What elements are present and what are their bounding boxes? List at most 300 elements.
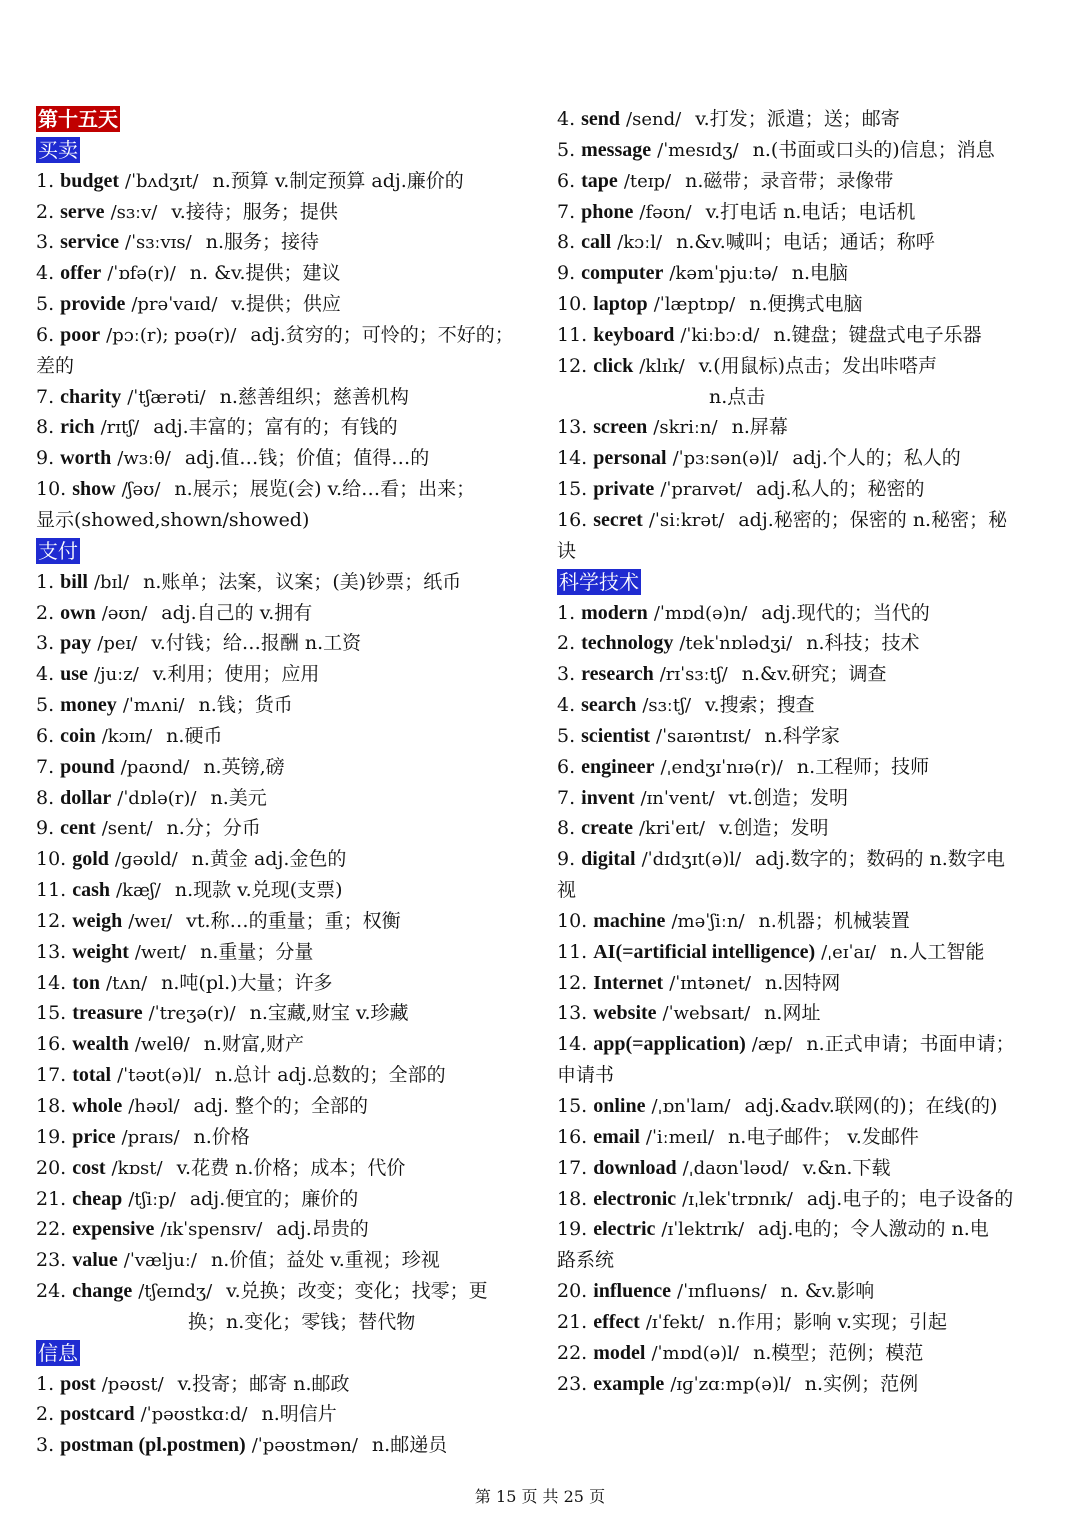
entry-word: model	[593, 1341, 646, 1364]
entry-phonetic: /ɪˈlektrɪk/	[661, 1219, 745, 1241]
entry-meaning: n.价格	[193, 1125, 250, 1148]
entry-phonetic: /sɜːtʃ/	[642, 695, 692, 717]
entry-phonetic: /fəʊn/	[639, 201, 692, 223]
section-heading-row	[36, 135, 536, 166]
entry-number: 3.	[36, 1434, 55, 1457]
vocab-entry	[36, 628, 536, 659]
entry-number: 13.	[557, 1002, 588, 1025]
vocab-entry	[36, 227, 536, 258]
entry-number: 1.	[36, 169, 55, 192]
entry-phonetic: /ˌendʒɪˈnɪə(r)/	[660, 756, 783, 778]
entry-number: 7.	[36, 755, 55, 778]
entry-number: 9.	[557, 262, 576, 285]
entry-meaning: n.机器；机械装置	[758, 909, 910, 932]
continuation-text: 路系统	[557, 1249, 615, 1272]
entry-number: 12.	[557, 354, 588, 377]
entry-meaning: n.美元	[210, 786, 267, 809]
vocab-entry	[557, 659, 1057, 690]
entry-continuation	[557, 1060, 1057, 1091]
entry-phonetic: /ɪkˈspensɪv/	[160, 1219, 263, 1241]
entry-number: 21.	[36, 1187, 67, 1210]
entry-meaning: n.网址	[764, 1002, 821, 1025]
vocab-entry	[36, 659, 536, 690]
vocab-entry	[557, 443, 1057, 474]
entry-word: post	[60, 1372, 96, 1395]
entry-meaning: adj.数字的；数码的 n.数字电	[755, 848, 1005, 871]
entry-meaning: adj.&adv.联网(的)；在线(的)	[744, 1095, 998, 1117]
entry-phonetic: /æp/	[751, 1034, 793, 1056]
entry-number: 7.	[557, 786, 576, 809]
vocab-entry	[557, 628, 1057, 659]
entry-number: 6.	[557, 755, 576, 778]
entry-meaning: v.打发；派遣；送；邮寄	[695, 108, 900, 130]
entry-phonetic: /ˈmesɪdʒ/	[657, 139, 739, 161]
vocab-entry	[36, 1245, 536, 1276]
entry-number: 14.	[36, 971, 67, 994]
entry-meaning: adj.便宜的；廉价的	[189, 1187, 359, 1210]
entry-meaning: n.模型；范例；模范	[753, 1341, 924, 1364]
entry-word: wealth	[72, 1033, 129, 1056]
entry-meaning: n.&v.喊叫；电话；通话；称呼	[676, 231, 935, 254]
entry-number: 11.	[557, 323, 588, 346]
entry-phonetic: /ˌeɪˈaɪ/	[821, 941, 877, 963]
entry-phonetic: /prəˈvaɪd/	[131, 294, 218, 316]
entry-word: message	[581, 138, 652, 161]
entry-phonetic: /ˈpəʊstkɑːd/	[140, 1404, 248, 1426]
vocab-entry	[36, 258, 536, 289]
entry-meaning: n.财富,财产	[203, 1033, 305, 1056]
vocab-entry	[36, 382, 536, 413]
entry-phonetic: /teɪp/	[623, 170, 672, 192]
vocab-entry	[557, 598, 1057, 629]
entry-meaning: n.邮递员	[371, 1434, 448, 1457]
entry-phonetic: /kɒst/	[111, 1157, 163, 1179]
entry-phonetic: /tʌn/	[106, 972, 148, 994]
entry-meaning: n.英镑,磅	[203, 755, 285, 778]
entry-number: 10.	[36, 478, 67, 501]
entry-phonetic: /weɪt/	[134, 941, 187, 963]
entry-word: secret	[593, 508, 643, 531]
vocab-entry	[557, 1029, 1057, 1060]
entry-phonetic: /klɪk/	[639, 355, 685, 377]
entry-phonetic: /ɪˌlekˈtrɒnɪk/	[682, 1188, 793, 1210]
entry-phonetic: /ˈɪntənet/	[669, 972, 751, 994]
entry-phonetic: /ˈpəʊstmən/	[251, 1435, 358, 1457]
day-title-row	[36, 104, 536, 135]
vocab-entry	[36, 598, 536, 629]
entry-phonetic: /peɪ/	[97, 633, 138, 655]
entry-phonetic: /ˈsɜːvɪs/	[125, 232, 192, 254]
entry-phonetic: /ˈmɒd(ə)n/	[653, 602, 748, 624]
vocab-entry	[36, 721, 536, 752]
entry-phonetic: /skriːn/	[653, 417, 718, 439]
entry-word: phone	[581, 200, 634, 223]
entry-phonetic: /paʊnd/	[120, 756, 190, 778]
entry-meaning: n.实例；范例	[804, 1372, 919, 1395]
entry-phonetic: /ˈmɒd(ə)l/	[651, 1342, 740, 1364]
continuation-text: 显示(showed,shown/showed)	[36, 508, 310, 531]
entry-meaning: v.创造；发明	[718, 817, 829, 840]
entry-phonetic: /kɔɪn/	[101, 725, 153, 747]
entry-number: 9.	[557, 848, 576, 871]
vocab-entry	[36, 412, 536, 443]
entry-phonetic: /ˈpraɪvət/	[660, 479, 743, 501]
entry-word: search	[581, 694, 637, 717]
entry-phonetic: /ˈiːmeɪl/	[645, 1126, 715, 1148]
vocab-entry	[36, 937, 536, 968]
entry-word: online	[593, 1095, 646, 1117]
vocab-entry	[557, 1122, 1057, 1153]
entry-number: 15.	[557, 478, 588, 501]
entry-word: computer	[581, 262, 664, 285]
entry-meaning: adj.现代的；当代的	[761, 601, 930, 624]
entry-phonetic: /kɔːl/	[617, 232, 663, 254]
entry-number: 14.	[557, 1033, 588, 1056]
vocab-entry	[557, 844, 1057, 875]
entry-phonetic: /welθ/	[134, 1034, 190, 1056]
entry-meaning: n.科学家	[764, 724, 840, 747]
vocab-entry	[557, 135, 1057, 166]
entry-phonetic: /ˈsiːkrət/	[648, 509, 725, 531]
entry-word: website	[593, 1002, 657, 1025]
entry-number: 16.	[557, 508, 588, 531]
vocab-entry	[36, 320, 536, 351]
entry-number: 5.	[557, 138, 576, 161]
entry-phonetic: /ˈkiːbɔːd/	[680, 324, 760, 346]
entry-phonetic: /sɜːv/	[110, 201, 158, 223]
entry-number: 13.	[36, 940, 67, 963]
entry-number: 22.	[557, 1341, 588, 1364]
entry-word: price	[72, 1125, 116, 1148]
entry-word: invent	[581, 786, 635, 809]
vocab-entry	[36, 1276, 536, 1307]
entry-meaning: n.服务；接待	[205, 231, 319, 254]
vocab-entry	[557, 1369, 1057, 1400]
entry-word: influence	[593, 1280, 671, 1303]
entry-phonetic: /kəmˈpjuːtə/	[669, 263, 778, 285]
entry-meaning: adj.私人的；秘密的	[756, 478, 925, 501]
entry-number: 16.	[36, 1033, 67, 1056]
left-column	[36, 104, 536, 1461]
entry-phonetic: /həʊl/	[128, 1096, 180, 1117]
entry-number: 17.	[36, 1064, 67, 1087]
entry-word: gold	[72, 848, 109, 871]
vocab-entry	[36, 783, 536, 814]
entry-phonetic: /ˈɒfə(r)/	[107, 263, 176, 285]
entry-number: 18.	[36, 1095, 67, 1117]
entry-meaning: n.便携式电脑	[749, 293, 863, 316]
entry-meaning: n.账单；法案，议案；(美)钞票；纸币	[143, 570, 462, 593]
entry-word: postman (pl.postmen)	[60, 1434, 246, 1457]
vocab-entry	[36, 1029, 536, 1060]
entry-phonetic: /ɪnˈvent/	[640, 787, 715, 809]
vocab-entry	[36, 906, 536, 937]
vocab-entry	[557, 258, 1057, 289]
vocab-entry	[36, 1091, 536, 1122]
vocab-entry	[557, 227, 1057, 258]
entry-word: charity	[60, 385, 122, 408]
entry-word: whole	[72, 1095, 123, 1117]
continuation-text: 诀	[557, 539, 577, 562]
entry-word: cost	[72, 1156, 106, 1179]
entry-meaning: v.投寄；邮寄 n.邮政	[177, 1372, 350, 1395]
entry-number: 8.	[36, 786, 55, 809]
entry-meaning: n.键盘；键盘式电子乐器	[773, 323, 982, 346]
entry-number: 10.	[557, 293, 588, 316]
entry-phonetic: /ˈlæptɒp/	[653, 294, 736, 316]
entry-number: 10.	[557, 909, 588, 932]
vocab-entry	[557, 289, 1057, 320]
entry-phonetic: /pəʊst/	[101, 1373, 164, 1395]
entry-word: coin	[60, 724, 96, 747]
entry-word: modern	[581, 601, 648, 624]
entry-word: send	[581, 108, 621, 130]
entry-number: 12.	[557, 971, 588, 994]
entry-meaning: vt.称…的重量；重；权衡	[186, 909, 401, 932]
vocab-entry	[557, 351, 1057, 382]
entry-word: digital	[581, 848, 636, 871]
entry-word: create	[581, 817, 633, 840]
entry-meaning: n.电子邮件； v.发邮件	[728, 1125, 919, 1148]
entry-word: technology	[581, 632, 674, 655]
entry-number: 19.	[36, 1125, 67, 1148]
entry-meaning: v.提供；供应	[231, 293, 341, 316]
entry-number: 23.	[557, 1372, 588, 1395]
entry-number: 9.	[36, 817, 55, 840]
entry-meaning: v.兑换；改变；变化；找零；更	[226, 1280, 488, 1303]
entry-phonetic: /praɪs/	[121, 1126, 180, 1148]
entry-word: keyboard	[593, 323, 675, 346]
entry-word: postcard	[60, 1403, 135, 1426]
entry-word: expensive	[72, 1218, 155, 1241]
entry-continuation	[557, 382, 1057, 413]
entry-word: treasure	[72, 1002, 143, 1025]
vocab-entry	[557, 783, 1057, 814]
entry-meaning: n.展示；展览(会) v.给…看；出来；	[174, 478, 476, 501]
entry-word: laptop	[593, 293, 648, 316]
entry-number: 6.	[36, 724, 55, 747]
section-heading: 支付	[38, 538, 78, 563]
entry-word: bill	[60, 570, 88, 593]
entry-number: 5.	[36, 293, 55, 316]
entry-number: 15.	[36, 1002, 67, 1025]
entry-phonetic: /tʃiːp/	[128, 1188, 176, 1210]
entry-phonetic: /ˈtəʊt(ə)l/	[117, 1065, 201, 1087]
entry-number: 12.	[36, 909, 67, 932]
vocab-entry	[557, 937, 1057, 968]
entry-word: email	[593, 1125, 640, 1148]
vocab-entry	[36, 443, 536, 474]
entry-meaning: vt.创造；发明	[728, 786, 848, 809]
vocab-entry	[557, 104, 1057, 135]
entry-word: change	[72, 1280, 133, 1303]
continuation-text: 视	[557, 879, 577, 902]
entry-word: screen	[593, 416, 648, 439]
entry-meaning: n.慈善组织；慈善机构	[219, 385, 409, 408]
entry-word: worth	[60, 447, 112, 470]
entry-number: 11.	[36, 879, 67, 902]
entry-number: 4.	[36, 262, 55, 285]
entry-word: call	[581, 231, 612, 254]
entry-word: effect	[593, 1310, 640, 1333]
vocab-entry	[36, 844, 536, 875]
entry-phonetic: /ɪˈfekt/	[645, 1311, 705, 1333]
vocab-entry	[557, 998, 1057, 1029]
entry-word: Internet	[593, 971, 664, 994]
entry-number: 19.	[557, 1218, 588, 1241]
entry-phonetic: /bɪl/	[93, 571, 130, 593]
entry-meaning: n.因特网	[765, 971, 841, 994]
entry-phonetic: /rɪˈsɜːtʃ/	[659, 664, 728, 686]
entry-meaning: v.接待；服务；提供	[171, 200, 338, 223]
vocab-entry	[36, 1122, 536, 1153]
entry-word: provide	[60, 293, 126, 316]
entry-number: 2.	[36, 200, 55, 223]
entry-meaning: n.科技；技术	[806, 632, 920, 655]
vocab-entry	[36, 1184, 536, 1215]
entry-meaning: v.花费 n.价格；成本；代价	[176, 1156, 406, 1179]
entry-continuation	[557, 875, 1057, 906]
vocab-entry	[36, 1430, 536, 1461]
entry-number: 4.	[557, 108, 576, 130]
entry-meaning: n.现款 v.兑现(支票)	[174, 879, 343, 902]
vocab-entry	[557, 412, 1057, 443]
vocab-entry	[557, 474, 1057, 505]
vocab-entry	[36, 813, 536, 844]
entry-word: machine	[593, 909, 666, 932]
entry-number: 15.	[557, 1095, 588, 1117]
entry-number: 6.	[36, 323, 55, 346]
entry-number: 23.	[36, 1249, 67, 1272]
section-heading: 信息	[38, 1340, 78, 1365]
entry-word: dollar	[60, 786, 112, 809]
vocab-entry	[36, 166, 536, 197]
entry-word: money	[60, 694, 117, 717]
vocab-entry	[557, 968, 1057, 999]
entry-phonetic: /wɜːθ/	[117, 448, 171, 470]
vocab-entry	[557, 1184, 1057, 1215]
vocab-entry	[557, 1276, 1057, 1307]
vocab-entry	[36, 1399, 536, 1430]
vocab-entry	[36, 197, 536, 228]
entry-word: ton	[72, 971, 101, 994]
entry-word: download	[593, 1156, 677, 1179]
entry-number: 24.	[36, 1280, 67, 1303]
entry-number: 21.	[557, 1310, 588, 1333]
entry-word: AI(=artificial intelligence)	[593, 940, 816, 963]
entry-phonetic: /tʃeɪndʒ/	[138, 1281, 213, 1303]
continuation-text: 差的	[36, 354, 75, 377]
entry-meaning: n.作用；影响 v.实现；引起	[718, 1310, 947, 1333]
vocab-entry	[36, 968, 536, 999]
right-column	[557, 104, 1057, 1399]
vocab-entry	[36, 1153, 536, 1184]
entry-number: 7.	[557, 200, 576, 223]
section-heading-row	[36, 1338, 536, 1369]
entry-word: electronic	[593, 1187, 677, 1210]
vocab-entry	[557, 1214, 1057, 1245]
entry-word: budget	[60, 169, 120, 192]
entry-meaning: n.人工智能	[890, 940, 985, 963]
entry-meaning: n. &v.提供；建议	[189, 262, 341, 285]
entry-meaning: v.利用；使用；应用	[152, 663, 320, 686]
vocab-entry	[557, 813, 1057, 844]
section-heading-row	[557, 567, 1057, 598]
entry-number: 8.	[36, 416, 55, 439]
entry-number: 1.	[36, 1372, 55, 1395]
entry-word: scientist	[581, 724, 651, 747]
entry-number: 8.	[557, 231, 576, 254]
entry-meaning: n.磁带；录音带；录像带	[685, 169, 894, 192]
section-heading-row	[36, 536, 536, 567]
entry-word: offer	[60, 262, 102, 285]
entry-meaning: v.&n.下载	[802, 1156, 891, 1179]
entry-number: 16.	[557, 1125, 588, 1148]
entry-phonetic: /ˈdɪdʒɪt(ə)l/	[641, 849, 742, 871]
vocab-entry	[36, 690, 536, 721]
entry-number: 1.	[557, 601, 576, 624]
vocab-entry	[36, 1214, 536, 1245]
entry-meaning: v.搜索；搜查	[705, 694, 815, 717]
entry-meaning: n.价值；益处 v.重视；珍视	[210, 1249, 440, 1272]
entry-meaning: n.钱；货币	[198, 694, 293, 717]
entry-word: click	[593, 354, 634, 377]
entry-word: weight	[72, 940, 129, 963]
vocab-entry	[36, 752, 536, 783]
vocab-entry	[557, 197, 1057, 228]
entry-word: electric	[593, 1218, 656, 1241]
entry-word: engineer	[581, 755, 655, 778]
vocab-entry	[557, 1153, 1057, 1184]
entry-phonetic: /ˈtʃærəti/	[127, 386, 206, 408]
day-title: 第十五天	[38, 107, 118, 131]
entry-number: 9.	[36, 447, 55, 470]
entry-number: 3.	[36, 231, 55, 254]
entry-meaning: n.正式申请；书面申请；	[806, 1033, 1015, 1056]
entry-number: 10.	[36, 848, 67, 871]
entry-meaning: adj.秘密的；保密的 n.秘密；秘	[738, 508, 1008, 531]
entry-meaning: n.宝藏,财宝 v.珍藏	[249, 1002, 409, 1025]
entry-phonetic: /ˈvæljuː/	[123, 1250, 197, 1272]
continuation-text: 申请书	[557, 1064, 615, 1087]
vocab-entry	[36, 1060, 536, 1091]
entry-meaning: n.预算 v.制定预算 adj.廉价的	[212, 169, 464, 192]
vocab-entry	[36, 474, 536, 505]
vocab-entry	[557, 906, 1057, 937]
vocab-entry	[557, 1338, 1057, 1369]
entry-word: personal	[593, 447, 667, 470]
vocab-entry	[557, 166, 1057, 197]
entry-continuation	[36, 505, 536, 536]
entry-word: value	[72, 1249, 118, 1272]
page-footer: 第 15 页 共 25 页	[474, 1487, 606, 1506]
entry-number: 7.	[36, 385, 55, 408]
entry-meaning: n.黄金 adj.金色的	[191, 848, 347, 871]
entry-phonetic: /pɔː(r); pʊə(r)/	[106, 324, 237, 346]
entry-phonetic: /tekˈnɒlədʒi/	[679, 633, 793, 655]
entry-meaning: n.电脑	[791, 262, 848, 285]
vocab-entry	[36, 289, 536, 320]
entry-phonetic: /ˈdɒlə(r)/	[117, 787, 197, 809]
entry-phonetic: /weɪ/	[128, 910, 173, 932]
entry-meaning: adj.丰富的；富有的；有钱的	[153, 416, 398, 439]
entry-continuation	[36, 351, 536, 382]
entry-word: pound	[60, 755, 115, 778]
entry-continuation	[36, 1307, 536, 1338]
continuation-text: n.点击	[709, 385, 766, 408]
entry-meaning: adj.电的；令人激动的 n.电	[758, 1218, 989, 1241]
entry-number: 2.	[36, 1403, 55, 1426]
